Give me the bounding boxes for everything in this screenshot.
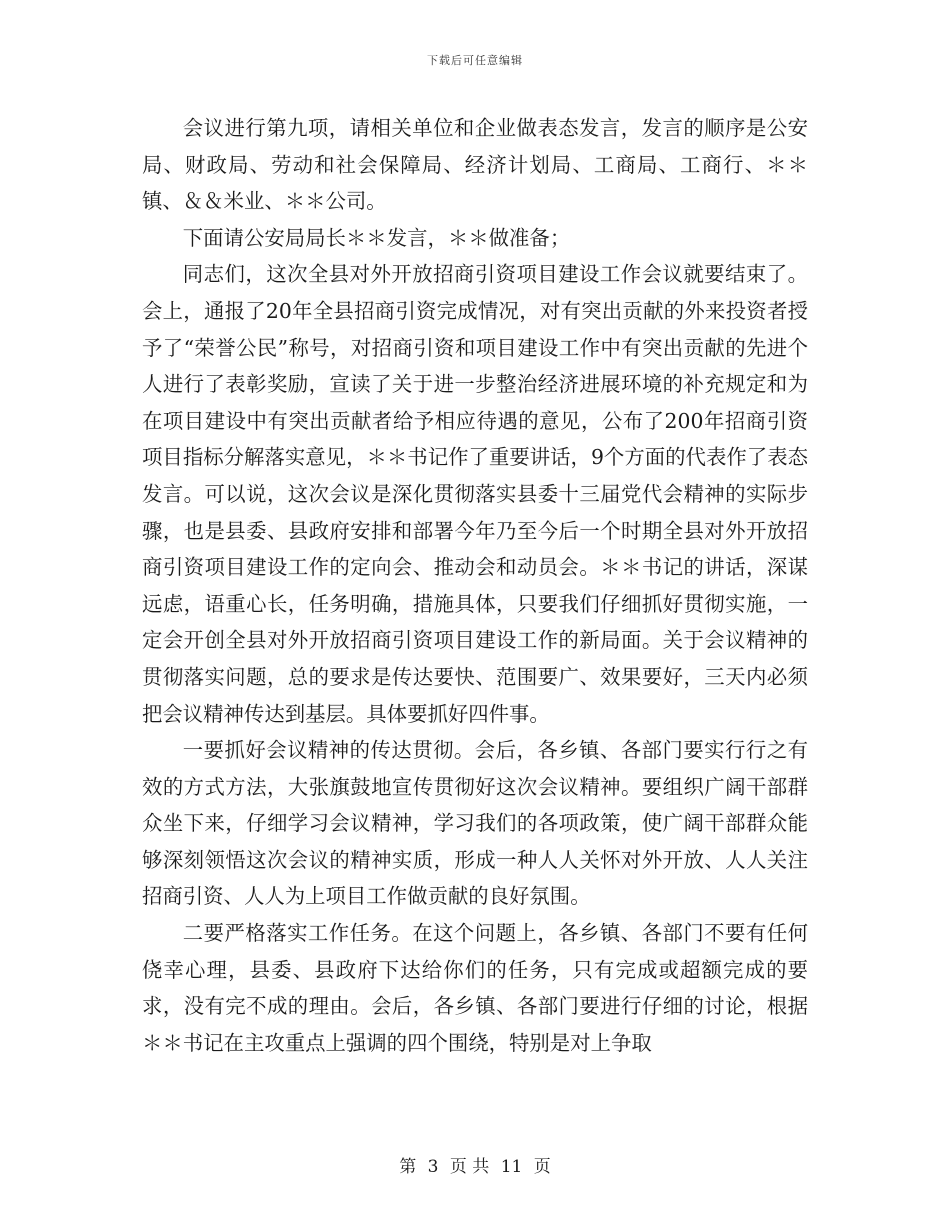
footer-prefix: 第 bbox=[399, 1157, 417, 1177]
page-header-note: 下载后可任意编辑 bbox=[427, 54, 523, 67]
paragraph-speech-order: 会议进行第九项，请相关单位和企业做表态发言，发言的顺序是公安局、财政局、劳动和社会保障局、经济计划局、工商局、工商行、＊＊镇、＆＆米业、＊＊公司。 bbox=[142, 116, 808, 214]
paragraph-meeting-summary: 同志们，这次全县对外开放招商引资项目建设工作会议就要结束了。会上，通报了20年全县招商引资完成情况，对有突出贡献的外来投资者授予了“荣誉公民”称号，对招商引资和项目建设工作中有突出贡献的先进个人进行了表彰奖励，宣读了关于进一步整治经济进展环境的补充规定和为在项目建设中有突出贡献者给予相应待遇的意见，公布了200年招商引资项目指标分解落实意见，＊＊书记作了重要讲话，9个方面的代表作了表态发言。可以说，这次会议是深化贯彻落实县委十三届党代会精神的实际步骤，也是县委、县政府安排和部署今年乃至今后一个时期全县对外开放招商引资项目建设工作的定向会、推动会和动员会。＊＊书记的讲话，深谋远虑，语重心长，任务明确，措施具体，只要我们仔细抓好贯彻实施，一定会开创全县对外开放招商引资项目建设工作的新局面。关于会议精神的贯彻落实问题，总的要求是传达要快、范围要广、效果要好，三天内必须把会议精神传达到基层。具体要抓好四件事。 bbox=[142, 262, 808, 726]
footer-current-page: 3 bbox=[427, 1157, 439, 1177]
paragraph-invite-speaker: 下面请公安局局长＊＊发言，＊＊做准备； bbox=[182, 225, 571, 250]
document-body bbox=[142, 110, 808, 1061]
page-footer bbox=[0, 1152, 950, 1177]
footer-total-pages: 11 bbox=[500, 1157, 523, 1177]
paragraph-task-one: 一要抓好会议精神的传达贯彻。会后，各乡镇、各部门要实行行之有效的方式方法，大张旗鼓地宣传贯彻好这次会议精神。要组织广阔干部群众坐下来，仔细学习会议精神，学习我们的各项政策，使广阔干部群众能够深刻领悟这次会议的精神实质，形成一种人人关怀对外开放、人人关注招商引资、人人为上项目工作做贡献的良好氛围。 bbox=[142, 738, 808, 909]
footer-suffix: 页 bbox=[533, 1157, 551, 1177]
paragraph-task-two: 二要严格落实工作任务。在这个问题上，各乡镇、各部门不要有任何侥幸心理，县委、县政府下达给你们的任务，只有完成或超额完成的要求，没有完不成的理由。会后，各乡镇、各部门要进行仔细的讨论，根据＊＊书记在主攻重点上强调的四个围绕，特别是对上争取 bbox=[142, 921, 808, 1055]
footer-middle: 页 共 bbox=[449, 1157, 490, 1177]
